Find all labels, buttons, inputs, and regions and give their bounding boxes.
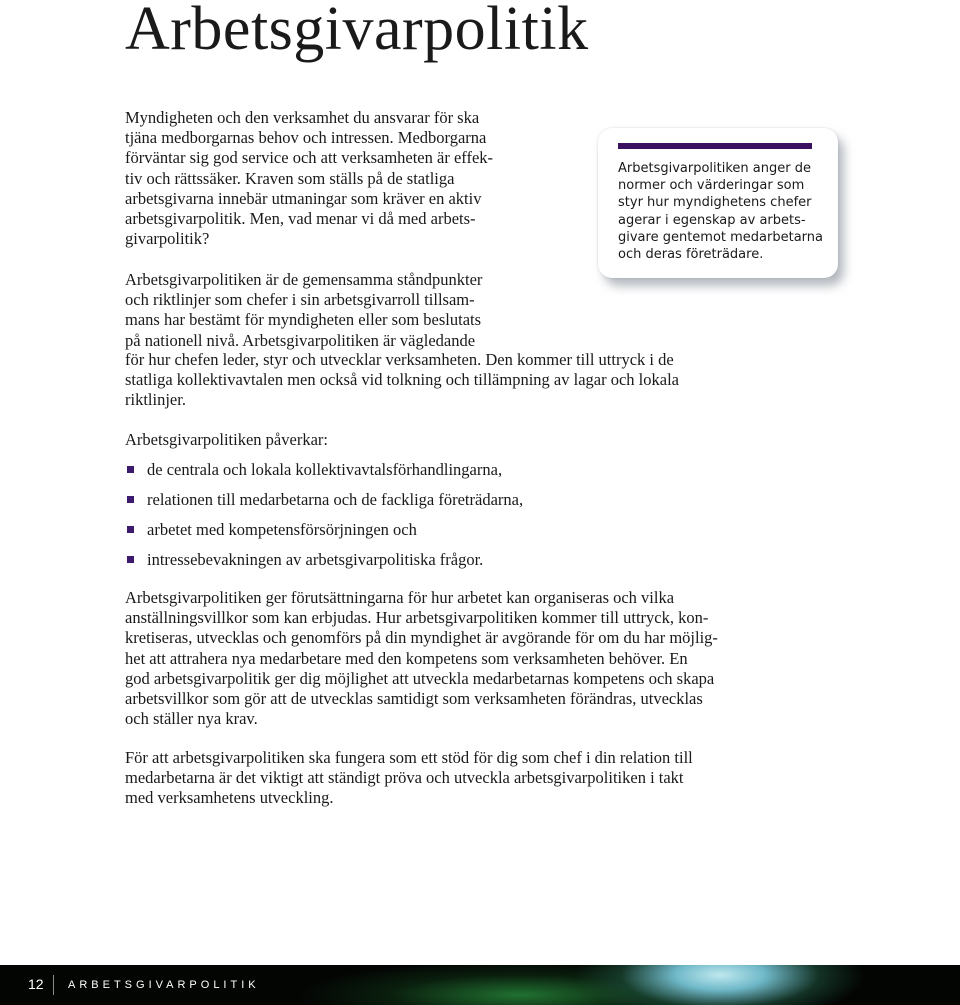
text-line: statliga kollektivavtalen men också vid tolkning och tillämpning av lagar och lokala — [125, 370, 679, 390]
footer-divider — [53, 975, 54, 995]
text-line: arbetsvillkor som gör att de utvecklas samtidigt som verksamheten förändras, utvecklas — [125, 689, 703, 709]
list-item — [125, 520, 523, 550]
list-item — [125, 490, 523, 520]
running-head: ARBETSGIVARPOLITIK — [68, 979, 260, 991]
definition-paragraph-continued — [125, 350, 775, 411]
definition-paragraph — [125, 270, 575, 351]
text-line: arbetsgivarna innebär utmaningar som kräver en aktiv — [125, 188, 482, 208]
square-bullet-icon — [127, 466, 134, 473]
list-intro: Arbetsgivarpolitiken påverkar: — [125, 430, 328, 449]
text-line: tjäna medborgarnas behov och intressen. Medborgarna — [125, 128, 487, 148]
text-line: och deras företrädare. — [618, 247, 764, 263]
text-line: normer och värderingar som — [618, 178, 805, 194]
text-line: förväntar sig god service och att verksamheten är effek- — [125, 148, 494, 168]
list-item-text: de centrala och lokala kollektivavtalsförhandlingarna, — [147, 460, 503, 479]
page-title: Arbetsgivarpolitik — [125, 0, 589, 63]
text-line: mans har bestämt för myndigheten eller som beslutats — [125, 310, 482, 330]
text-line: på nationell nivå. Arbetsgivarpolitiken är vägledande — [125, 330, 476, 350]
bullet-list — [125, 460, 523, 580]
list-item — [125, 550, 523, 580]
text-line: Arbetsgivarpolitiken är de gemensamma ståndpunkter — [125, 270, 483, 289]
conditions-paragraph — [125, 588, 805, 729]
text-line: givare gentemot medarbetarna — [618, 229, 824, 245]
text-line: med verksamhetens utveckling. — [125, 788, 334, 808]
text-line: Arbetsgivarpolitiken ger förutsättningarna för hur arbetet kan organiseras och vilka — [125, 588, 675, 607]
text-line: givarpolitik? — [125, 229, 210, 249]
text-line: riktlinjer. — [125, 390, 186, 410]
text-line: anställningsvillkor som kan erbjudas. Hur arbetsgivarpolitiken kommer till uttryck, kon- — [125, 608, 709, 628]
text-line: Myndigheten och den verksamhet du ansvarar för ska — [125, 108, 480, 127]
text-line: För att arbetsgivarpolitiken ska fungera som ett stöd för dig som chef i din relation till — [125, 748, 693, 767]
text-line: arbetsgivarpolitik. Men, vad menar vi då med arbets- — [125, 209, 476, 229]
square-bullet-icon — [127, 556, 134, 563]
list-item — [125, 460, 523, 490]
text-line: Arbetsgivarpolitiken anger de — [618, 161, 811, 176]
text-line: kretiseras, utvecklas och genomförs på din myndighet är avgörande för om du har möjlig- — [125, 628, 718, 648]
text-line: het att attrahera nya medarbetare med den kompetens som verksamheten behöver. En — [125, 648, 688, 668]
text-line: tiv och rättssäker. Kraven som ställs på de statliga — [125, 168, 455, 188]
callout-accent-bar — [618, 143, 812, 149]
callout-text — [618, 160, 832, 263]
text-line: och ställer nya krav. — [125, 709, 258, 729]
callout-box — [598, 128, 838, 278]
page-footer — [0, 965, 960, 1005]
text-line: agerar i egenskap av arbets- — [618, 212, 806, 228]
page-number: 12 — [28, 976, 44, 992]
square-bullet-icon — [127, 526, 134, 533]
list-item-text: intressebevakningen av arbetsgivarpolitiska frågor. — [147, 550, 484, 569]
list-item-text: arbetet med kompetensförsörjningen och — [147, 520, 417, 539]
text-line: för hur chefen leder, styr och utvecklar verksamheten. Den kommer till uttryck i de — [125, 350, 674, 369]
closing-paragraph — [125, 748, 805, 809]
text-line: styr hur myndighetens chefer — [618, 195, 812, 211]
intro-paragraph — [125, 108, 575, 249]
list-item-text: relationen till medarbetarna och de fackliga företrädarna, — [147, 490, 524, 509]
square-bullet-icon — [127, 496, 134, 503]
text-line: god arbetsgivarpolitik ger dig möjlighet att utveckla medarbetarnas kompetens och skapa — [125, 668, 715, 688]
text-line: och riktlinjer som chefer i sin arbetsgivarroll tillsam- — [125, 290, 475, 310]
text-line: medarbetarna är det viktigt att ständigt pröva och utveckla arbetsgivarpolitiken i takt — [125, 768, 684, 788]
